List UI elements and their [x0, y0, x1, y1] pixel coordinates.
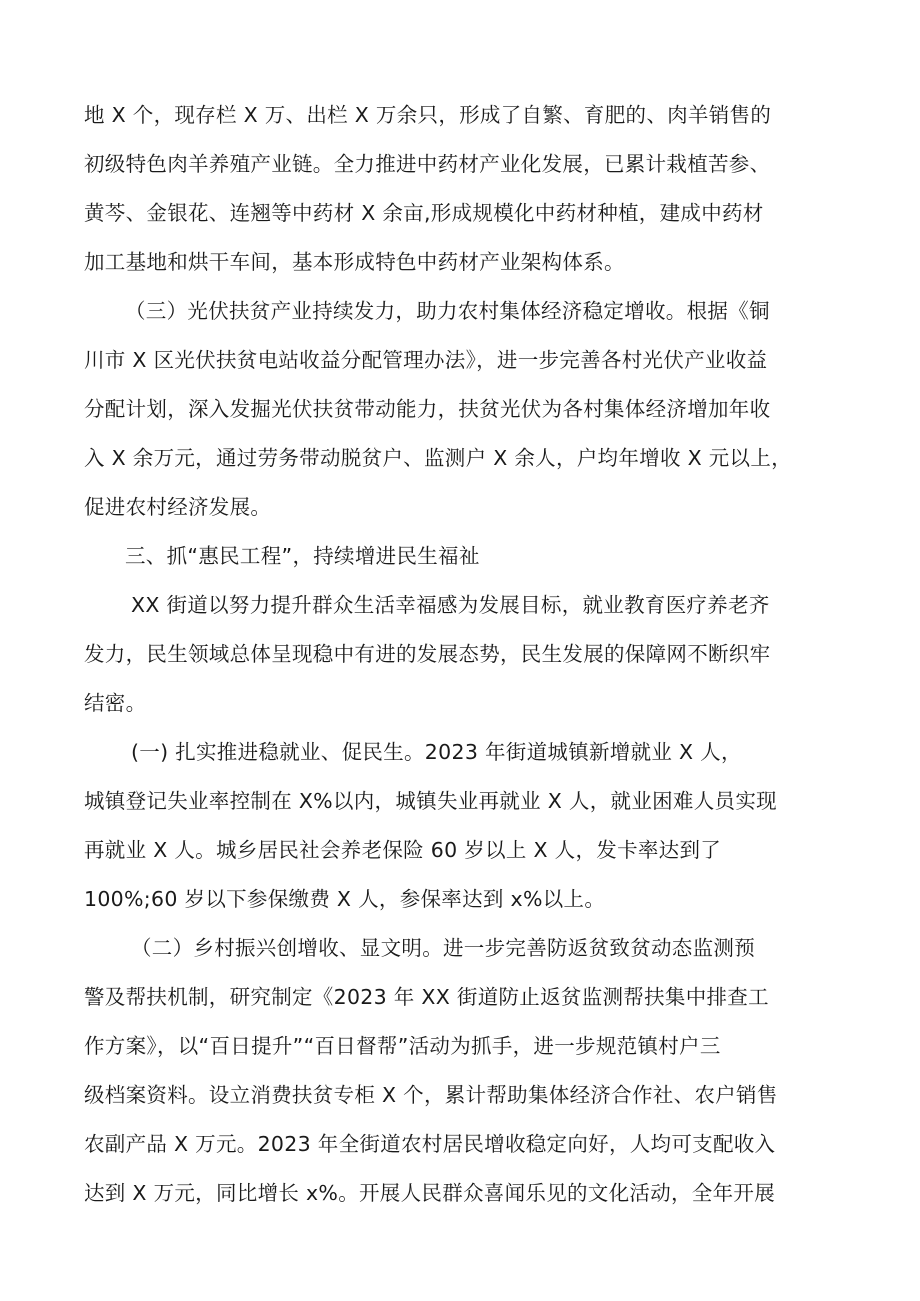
text-line: 加工基地和烘干车间，基本形成特色中药材产业架构体系。 — [84, 250, 625, 274]
text-line: 再就业 X 人。城乡居民社会养老保险 60 岁以上 X 人，发卡率达到了 — [84, 838, 722, 862]
section-heading-line: （二）乡村振兴创增收、显文明。进一步完善防返贫致贫动态监测预 — [131, 936, 755, 960]
text-line: 黄芩、金银花、连翘等中药材 X 余亩,形成规模化中药材种植，建成中药材 — [84, 201, 764, 225]
paragraph-start-line: XX 街道以努力提升群众生活幸福感为发展目标，就业教育医疗养老齐 — [131, 593, 770, 617]
text-line: 川市 X 区光伏扶贫电站收益分配管理办法》，进一步完善各村光伏产业收益 — [84, 348, 768, 372]
text-line: 作方案》，以“百日提升”“百日督帮”活动为抓手，进一步规范镇村户三 — [84, 1034, 721, 1058]
text-line: 地 X 个，现存栏 X 万、出栏 X 万余只，形成了自繁、育肥的、肉羊销售的 — [84, 103, 772, 127]
section-heading-line: (一) 扎实推进稳就业、促民生。2023 年街道城镇新增就业 X 人， — [131, 740, 742, 764]
text-line: 初级特色肉羊养殖产业链。全力推进中药材产业化发展，已累计栽植苦参、 — [84, 152, 771, 176]
section-heading-line: （三）光伏扶贫产业持续发力，助力农村集体经济稳定增收。根据《铜 — [125, 299, 770, 323]
text-line: 入 X 余万元，通过劳务带动脱贫户、监测户 X 余人，户均年增收 X 元以上， — [84, 446, 792, 470]
text-line: 100%;60 岁以下参保缴费 X 人，参保率达到 x%以上。 — [84, 887, 606, 911]
text-line: 城镇登记失业率控制在 X%以内，城镇失业再就业 X 人，就业困难人员实现 — [84, 789, 777, 813]
text-line: 达到 X 万元，同比增长 x%。开展人民群众喜闻乐见的文化活动，全年开展 — [84, 1181, 776, 1205]
text-line: 农副产品 X 万元。2023 年全街道农村居民增收稳定向好，人均可支配收入 — [84, 1132, 776, 1156]
text-line: 发力，民生领域总体呈现稳中有进的发展态势，民生发展的保障网不断织牢 — [84, 642, 771, 666]
text-line: 促进农村经济发展。 — [84, 495, 272, 519]
text-line: 结密。 — [84, 691, 147, 715]
text-line: 分配计划，深入发掘光伏扶贫带动能力，扶贫光伏为各村集体经济增加年收 — [84, 397, 771, 421]
text-line: 级档案资料。设立消费扶贫专柜 X 个，累计帮助集体经济合作社、农户销售 — [84, 1083, 778, 1107]
chapter-heading: 三、抓“惠民工程”，持续增进民生福祉 — [125, 544, 480, 568]
text-line: 警及帮扶机制，研究制定《2023 年 XX 街道防止返贫监测帮扶集中排查工 — [84, 985, 769, 1009]
